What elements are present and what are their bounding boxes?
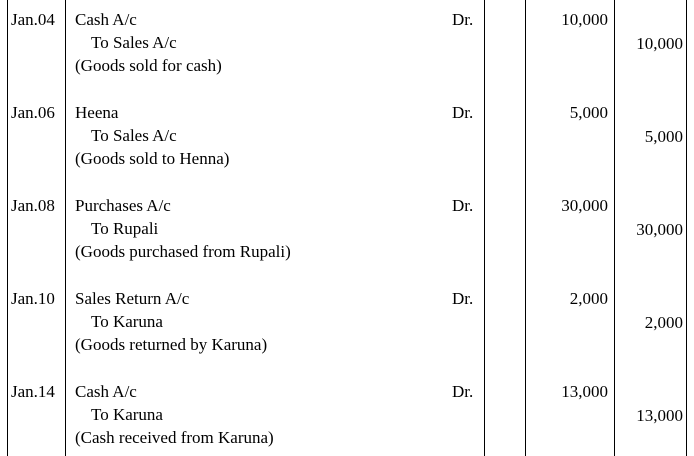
debit-amount: 13,000 (561, 382, 608, 401)
credit-amount: 13,000 (636, 406, 683, 425)
debit-account: Cash A/c (75, 382, 137, 401)
debit-account: Purchases A/c (75, 196, 171, 215)
credit-account: To Karuna (91, 405, 163, 424)
debit-amount: 10,000 (561, 10, 608, 29)
debit-amount: 5,000 (569, 103, 608, 122)
journal-entry (0, 103, 694, 173)
credit-amount: 30,000 (636, 220, 683, 239)
credit-account: To Rupali (91, 219, 159, 238)
dr-label: Dr. (452, 103, 474, 122)
credit-amount: 10,000 (636, 34, 683, 53)
entry-date: Jan.04 (11, 10, 55, 29)
dr-label: Dr. (452, 382, 474, 401)
entry-date: Jan.10 (11, 289, 55, 308)
narration: (Goods sold for cash) (75, 56, 222, 75)
debit-account: Cash A/c (75, 10, 137, 29)
dr-label: Dr. (452, 289, 474, 308)
credit-account: To Sales A/c (91, 126, 177, 145)
credit-account: To Karuna (91, 312, 163, 331)
debit-account: Sales Return A/c (75, 289, 190, 308)
narration: (Goods purchased from Rupali) (75, 242, 291, 261)
journal-entry (0, 382, 694, 452)
narration: (Goods sold to Henna) (75, 149, 230, 168)
entry-date: Jan.08 (11, 196, 55, 215)
credit-account: To Sales A/c (91, 33, 177, 52)
narration: (Cash received from Karuna) (75, 428, 274, 447)
journal-entry (0, 196, 694, 266)
debit-account: Heena (75, 103, 119, 122)
credit-amount: 5,000 (644, 127, 683, 146)
entry-date: Jan.06 (11, 103, 55, 122)
debit-amount: 2,000 (569, 289, 608, 308)
debit-amount: 30,000 (561, 196, 608, 215)
entry-date: Jan.14 (11, 382, 55, 401)
dr-label: Dr. (452, 10, 474, 29)
dr-label: Dr. (452, 196, 474, 215)
credit-amount: 2,000 (644, 313, 683, 332)
narration: (Goods returned by Karuna) (75, 335, 268, 354)
journal-entry (0, 10, 694, 80)
journal-entry (0, 289, 694, 359)
